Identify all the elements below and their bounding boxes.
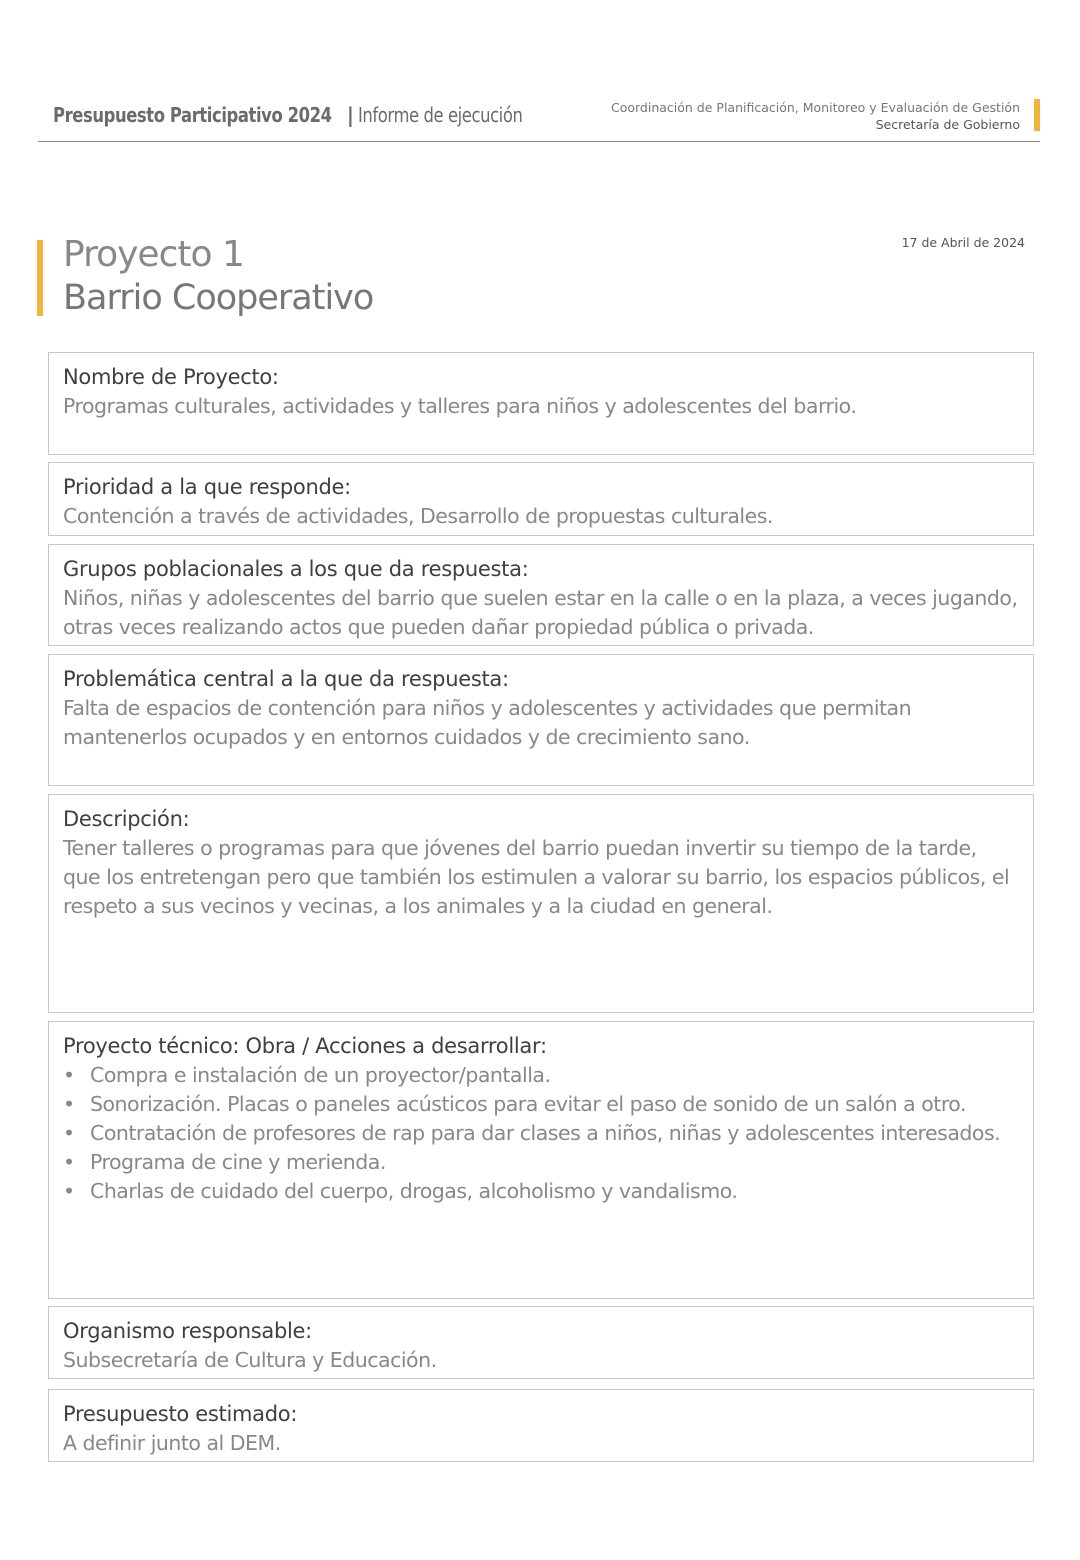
- section-descripcion: [48, 794, 1034, 1013]
- section-problematica: [48, 654, 1034, 786]
- bullet-icon: •: [63, 1121, 75, 1145]
- section-grupos-label: Grupos poblacionales a los que da respuesta:: [63, 557, 529, 581]
- page-header: [38, 95, 1040, 142]
- title-separator: |: [346, 103, 354, 127]
- organization-secretariat: Secretaría de Gobierno: [875, 117, 1020, 132]
- action-text: Programa de cine y merienda.: [90, 1150, 386, 1174]
- section-nombre: [48, 352, 1034, 455]
- action-list-item: [63, 1148, 1019, 1177]
- project-accent-bar: [37, 240, 43, 316]
- section-prioridad: [48, 462, 1034, 536]
- section-grupos: [48, 544, 1034, 646]
- section-presupuesto-value: A definir junto al DEM.: [63, 1431, 281, 1455]
- section-prioridad-value: Contención a través de actividades, Desarrollo de propuestas culturales.: [63, 504, 773, 528]
- document-date: 17 de Abril de 2024: [901, 235, 1025, 250]
- project-name: Barrio Cooperativo: [63, 278, 374, 318]
- action-text: Charlas de cuidado del cuerpo, drogas, alcoholismo y vandalismo.: [90, 1179, 738, 1203]
- action-list-item: [63, 1119, 1019, 1148]
- action-list: [63, 1061, 1019, 1206]
- section-tecnico-label: Proyecto técnico: Obra / Acciones a desarrollar:: [63, 1034, 547, 1058]
- section-problematica-label: Problemática central a la que da respuesta:: [63, 667, 509, 691]
- report-title-sub: Informe de ejecución: [357, 103, 523, 127]
- report-title-main: Presupuesto Participativo 2024: [53, 103, 332, 127]
- section-descripcion-label: Descripción:: [63, 807, 190, 831]
- action-text: Sonorización. Placas o paneles acústicos para evitar el paso de sonido de un salón a otro.: [90, 1092, 967, 1116]
- section-organismo-label: Organismo responsable:: [63, 1319, 312, 1343]
- action-list-item: [63, 1177, 1019, 1206]
- bullet-icon: •: [63, 1150, 75, 1174]
- section-organismo-value: Subsecretaría de Cultura y Educación.: [63, 1348, 437, 1372]
- action-text: Contratación de profesores de rap para dar clases a niños, niñas y adolescentes interesados.: [90, 1121, 1001, 1145]
- section-problematica-value: Falta de espacios de contención para niños y adolescentes y actividades que permitan mantenerlos ocupados y en entornos cuidados y de crecimiento sano.: [63, 696, 912, 749]
- section-presupuesto: [48, 1389, 1034, 1462]
- section-nombre-value: Programas culturales, actividades y talleres para niños y adolescentes del barrio.: [63, 394, 857, 418]
- bullet-icon: •: [63, 1092, 75, 1116]
- organization-info: [611, 99, 1020, 133]
- action-list-item: [63, 1090, 1019, 1119]
- header-accent-bar: [1034, 99, 1040, 131]
- bullet-icon: •: [63, 1179, 75, 1203]
- action-list-item: [63, 1061, 1019, 1090]
- section-descripcion-value: Tener talleres o programas para que jóvenes del barrio puedan invertir su tiempo de la tarde, que los entretengan pero que también los estimulen a valorar su barrio, los espacios públicos, el respeto a sus vecinos y vecinas, a los animales y a la ciudad en general.: [63, 836, 1010, 918]
- action-text: Compra e instalación de un proyector/pantalla.: [90, 1063, 551, 1087]
- section-organismo: [48, 1306, 1034, 1379]
- organization-coordination: Coordinación de Planificación, Monitoreo y Evaluación de Gestión: [610, 100, 1020, 115]
- section-tecnico: [48, 1021, 1034, 1299]
- section-grupos-value: Niños, niñas y adolescentes del barrio que suelen estar en la calle o en la plaza, a veces jugando, otras veces realizando actos que pueden dañar propiedad pública o privada.: [63, 586, 1018, 639]
- section-nombre-label: Nombre de Proyecto:: [63, 365, 279, 389]
- bullet-icon: •: [63, 1063, 75, 1087]
- section-presupuesto-label: Presupuesto estimado:: [63, 1402, 298, 1426]
- report-title: [53, 103, 558, 127]
- project-number: Proyecto 1: [63, 234, 244, 275]
- section-prioridad-label: Prioridad a la que responde:: [63, 475, 351, 499]
